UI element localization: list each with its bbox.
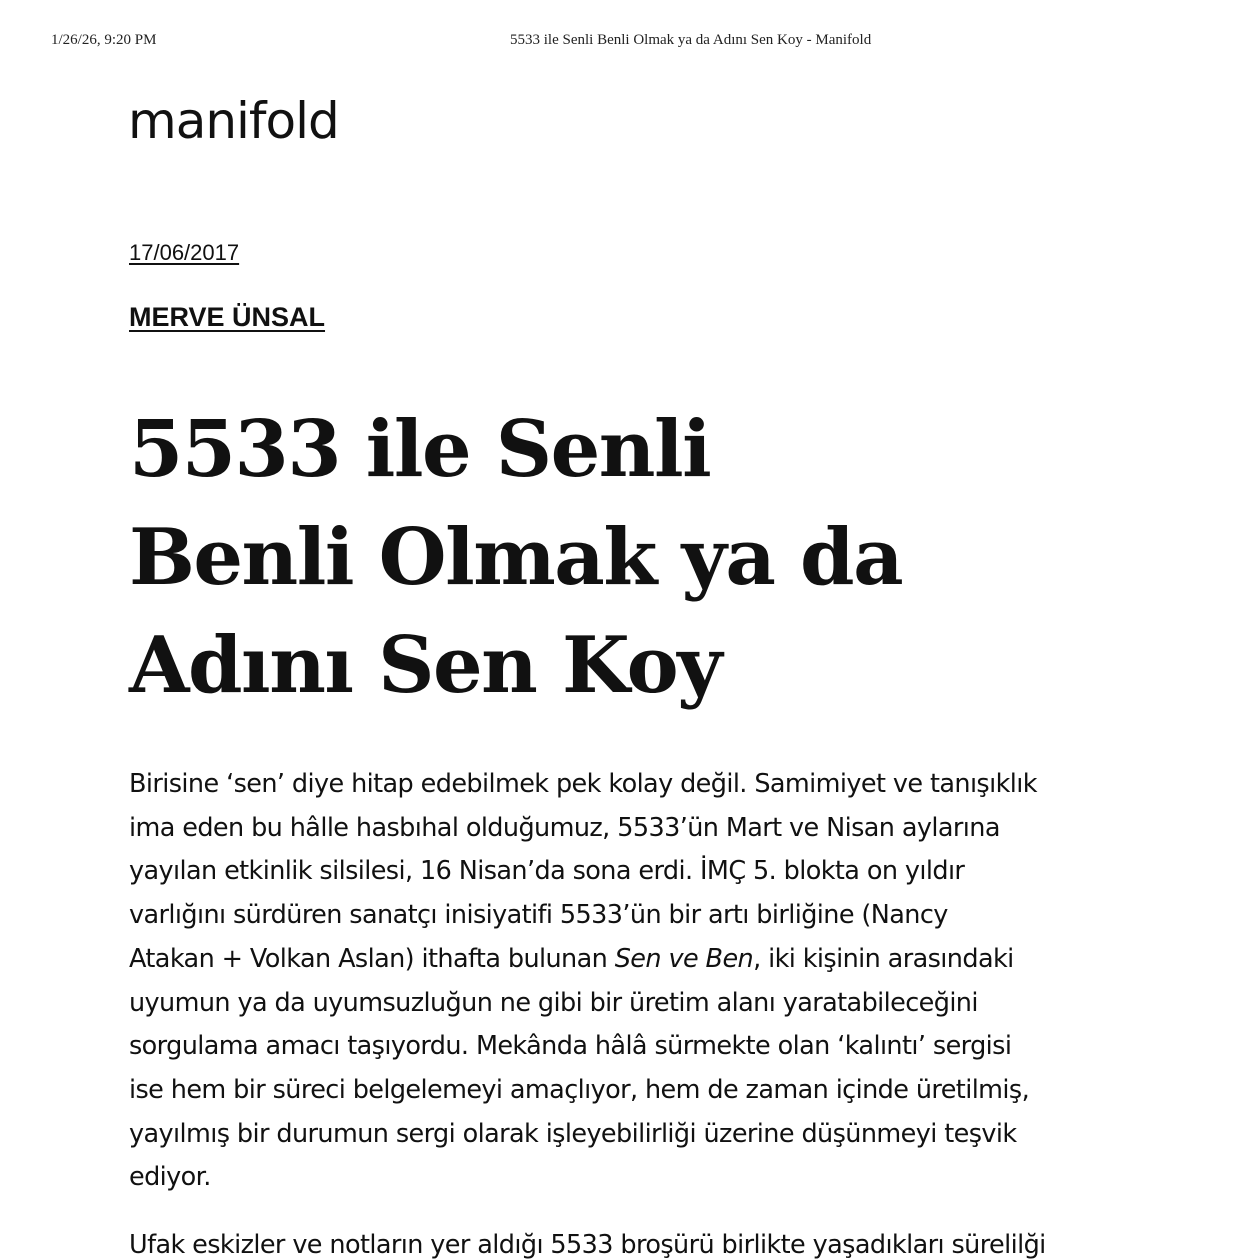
print-page-title: 5533 ile Senli Benli Olmak ya da Adını Sen Koy - Manifold (510, 32, 872, 48)
next-paragraph-fragment (129, 1230, 1069, 1260)
article-paragraph (129, 763, 1089, 1200)
paragraph-line: Birisine ‘sen’ diye hitap edebilmek pek kolay değil. Samimiyet ve tanışıklık (129, 769, 1037, 799)
print-datetime: 1/26/26, 9:20 PM (51, 32, 157, 48)
paragraph-line: sorgulama amacı taşıyordu. Mekânda hâlâ sürmekte olan ‘kalıntı’ sergisi (129, 1031, 1012, 1062)
title-line: 5533 ile Senli (129, 404, 711, 495)
author-link[interactable]: MERVE ÜNSAL (129, 302, 326, 332)
article-title (129, 396, 929, 720)
paragraph-line (129, 938, 1089, 982)
paragraph-line: varlığını sürdüren sanatçı inisiyatifi 5533’ün bir artı birliğine (Nancy (129, 900, 948, 931)
site-logo[interactable] (128, 82, 339, 172)
exhibition-title: Sen ve Ben (614, 943, 754, 974)
paragraph-line: ima eden bu hâlle hasbıhal olduğumuz, 5533’ün Mart ve Nisan aylarına (129, 812, 1000, 843)
logo-text: manifold (128, 92, 339, 150)
paragraph-line: ise hem bir süreci belgelemeyi amaçlıyor, hem de zaman içinde üretilmiş, (129, 1074, 1030, 1105)
paragraph-text: , iki kişinin arasındaki (753, 943, 1014, 974)
paragraph-line: uyumun ya da uyumsuzluğun ne gibi bir üretim alanı yaratabileceğini (129, 987, 978, 1018)
paragraph-text: Atakan + Volkan Aslan) ithafta bulunan (129, 943, 615, 974)
print-header (0, 32, 1241, 52)
paragraph-line: ediyor. (129, 1162, 211, 1193)
logo-swash-icon (246, 88, 276, 174)
paragraph-line: yayılan etkinlik silsilesi, 16 Nisan’da sona erdi. İMÇ 5. blokta on yıldır (129, 856, 965, 887)
title-line: Benli Olmak ya da (129, 512, 903, 603)
paragraph-line: yayılmış bir durumun sergi olarak işleyebilirliği üzerine düşünmeyi teşvik (129, 1118, 1017, 1149)
article-date[interactable]: 17/06/2017 (129, 240, 240, 265)
title-line: Adını Sen Koy (129, 620, 721, 711)
paragraph-line: Ufak eskizler ve notların yer aldığı 5533 broşürü birlikte yaşadıkları sürelilği (129, 1230, 1046, 1260)
